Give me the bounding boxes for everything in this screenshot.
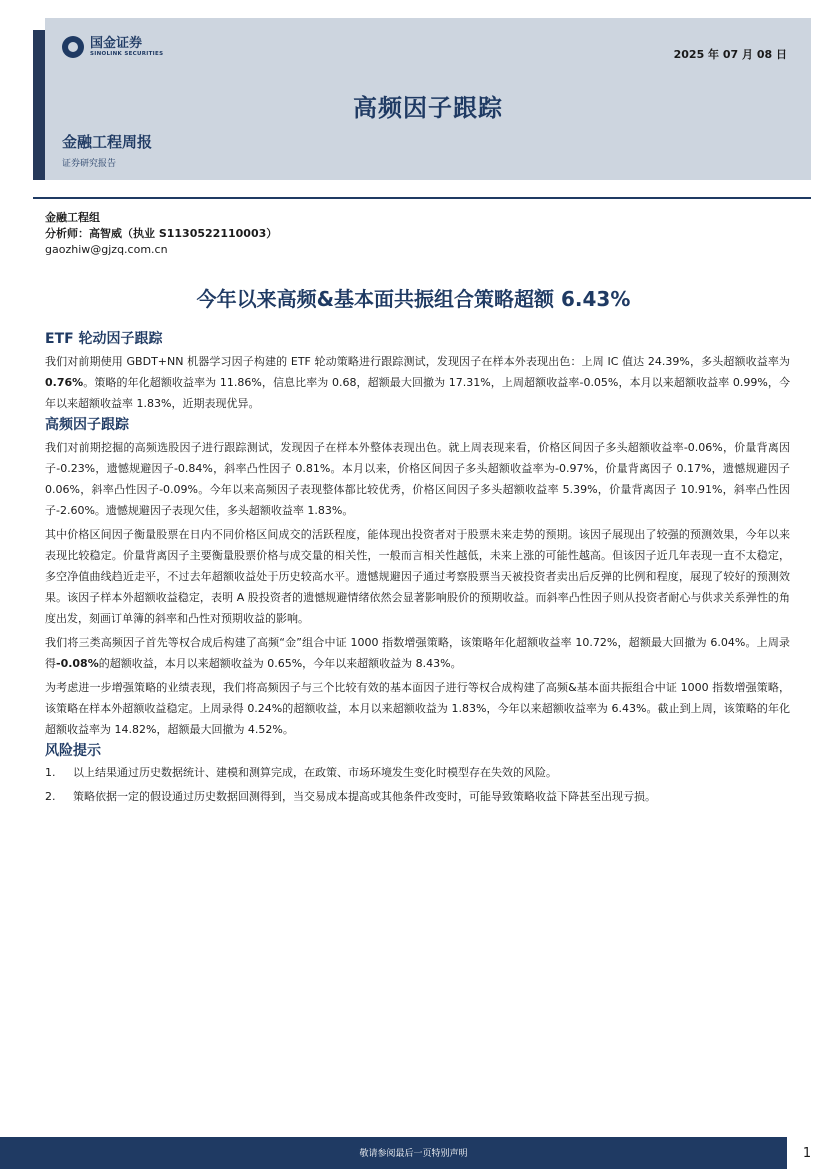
hf-p3-text-b: 的超额收益，本月以来超额收益为 0.65%，今年以来超额收益为 8.43%。	[98, 657, 462, 670]
hf-paragraph-3	[45, 632, 790, 674]
etf-text-b: 。策略的年化超额收益率为 11.86%，信息比率为 0.68，超额最大回撤为 17.31%，上周超额收益率-0.05%，本月以来超额收益率 0.99%，今年以来超额收益率 1.83%，近期表现优异。	[45, 376, 790, 410]
hf-paragraph-1: 我们对前期挖掘的高频选股因子进行跟踪测试，发现因子在样本外整体表现出色。就上周表现来看，价格区间因子多头超额收益率-0.06%，价量背离因子-0.23%，遗憾规避因子-0.84%，斜率凸性因子 0.81%。本月以来，价格区间因子多头超额收益率为-0.97%，价量背离因子 0.17%，遗憾规避因子 0.06%，斜率凸性因子-0.09%。今年以来高频因子表现整体都比较优秀，价格区间因子多头超额收益率 5.39%，价量背离因子 10.91%，斜率凸性因子-2.60%。遗憾规避因子表现欠佳，多头超额收益率 1.83%。	[45, 441, 790, 517]
section-heading-etf: ETF 轮动因子跟踪	[45, 331, 163, 347]
hf-p3-highlight: -0.08%	[56, 657, 99, 670]
header-divider	[33, 197, 811, 199]
main-title: 今年以来高频&基本面共振组合策略超额 6.43%	[196, 287, 631, 311]
hf-p3-text-a: 我们将三类高频因子首先等权合成后构建了高频“金”组合中证 1000 指数增强策略，该策略年化超额收益率 10.72%，超额最大回撤为 6.04%。上周录得	[45, 636, 790, 670]
report-body	[45, 330, 790, 812]
logo-cn-text: 国金证券	[90, 35, 143, 51]
report-type: 金融工程周报	[62, 133, 153, 151]
author-meta	[45, 210, 277, 258]
section-heading-risk: 风险提示	[45, 743, 101, 759]
list-item: 1. 以上结果通过历史数据统计、建模和测算完成，在政策、市场环境发生变化时模型存在失效的风险。	[45, 766, 557, 779]
banner-title: 高频因子跟踪	[353, 94, 503, 122]
report-date: 2025 年 07 月 08 日	[673, 48, 787, 61]
company-logo	[62, 36, 163, 58]
report-banner	[45, 18, 811, 180]
list-item: 2. 策略依据一定的假设通过历史数据回测得到，当交易成本提高或其他条件改变时，可能导致策略收益下降甚至出现亏损。	[45, 790, 656, 803]
logo-en-text: SINOLINK SECURITIES	[90, 50, 164, 57]
etf-highlight: 0.76%	[45, 376, 84, 389]
disclaimer-note: 敬请参阅最后一页特别声明	[359, 1149, 468, 1159]
page-number: 1	[785, 1137, 827, 1169]
analyst-info: 分析师：高智威（执业 S1130522110003）	[45, 227, 278, 240]
page-footer	[0, 1137, 827, 1169]
etf-text-a: 我们对前期使用 GBDT+NN 机器学习因子构建的 ETF 轮动策略进行跟踪测试，发现因子在样本外表现出色：上周 IC 值达 24.39%，多头超额收益率为	[45, 355, 790, 368]
banner-accent-bar	[33, 30, 45, 180]
section-heading-hf: 高频因子跟踪	[45, 417, 129, 433]
etf-paragraph	[45, 351, 790, 414]
risk-list	[45, 764, 790, 806]
research-group: 金融工程组	[45, 211, 100, 224]
analyst-email: gaozhiw@gjzq.com.cn	[45, 243, 168, 256]
logo-mark-icon	[62, 36, 84, 58]
hf-paragraph-4: 为考虑进一步增强策略的业绩表现，我们将高频因子与三个比较有效的基本面因子进行等权合成构建了高频&基本面共振组合中证 1000 指数增强策略，该策略在样本外超额收益稳定。上周录得 0.24%的超额收益，本月以来超额收益为 1.83%，今年以来超额收益率为 6.43%。截止到上周，该策略的年化超额收益率为 14.82%，超额最大回撤为 4.52%。	[45, 681, 790, 736]
report-subtype: 证券研究报告	[62, 159, 117, 169]
hf-paragraph-2: 其中价格区间因子衡量股票在日内不同价格区间成交的活跃程度，能体现出投资者对于股票未来走势的预期。该因子展现出了较强的预测效果，今年以来表现比较稳定。价量背离因子主要衡量股票价格与成交量的相关性，一般而言相关性越低，未来上涨的可能性越高。但该因子近几年表现一直不太稳定，多空净值曲线趋近走平，不过去年超额收益处于历史较高水平。遗憾规避因子通过考察股票当天被投资者卖出后反弹的比例和程度，展现了较好的预测效果。该因子样本外超额收益稳定，表明 A 股投资者的遗憾规避情绪依然会显著影响股价的预期收益。而斜率凸性因子则从投资者耐心与供求关系弹性的角度出发，刻画订单簿的斜率和凸性对预期收益的影响。	[45, 528, 790, 625]
